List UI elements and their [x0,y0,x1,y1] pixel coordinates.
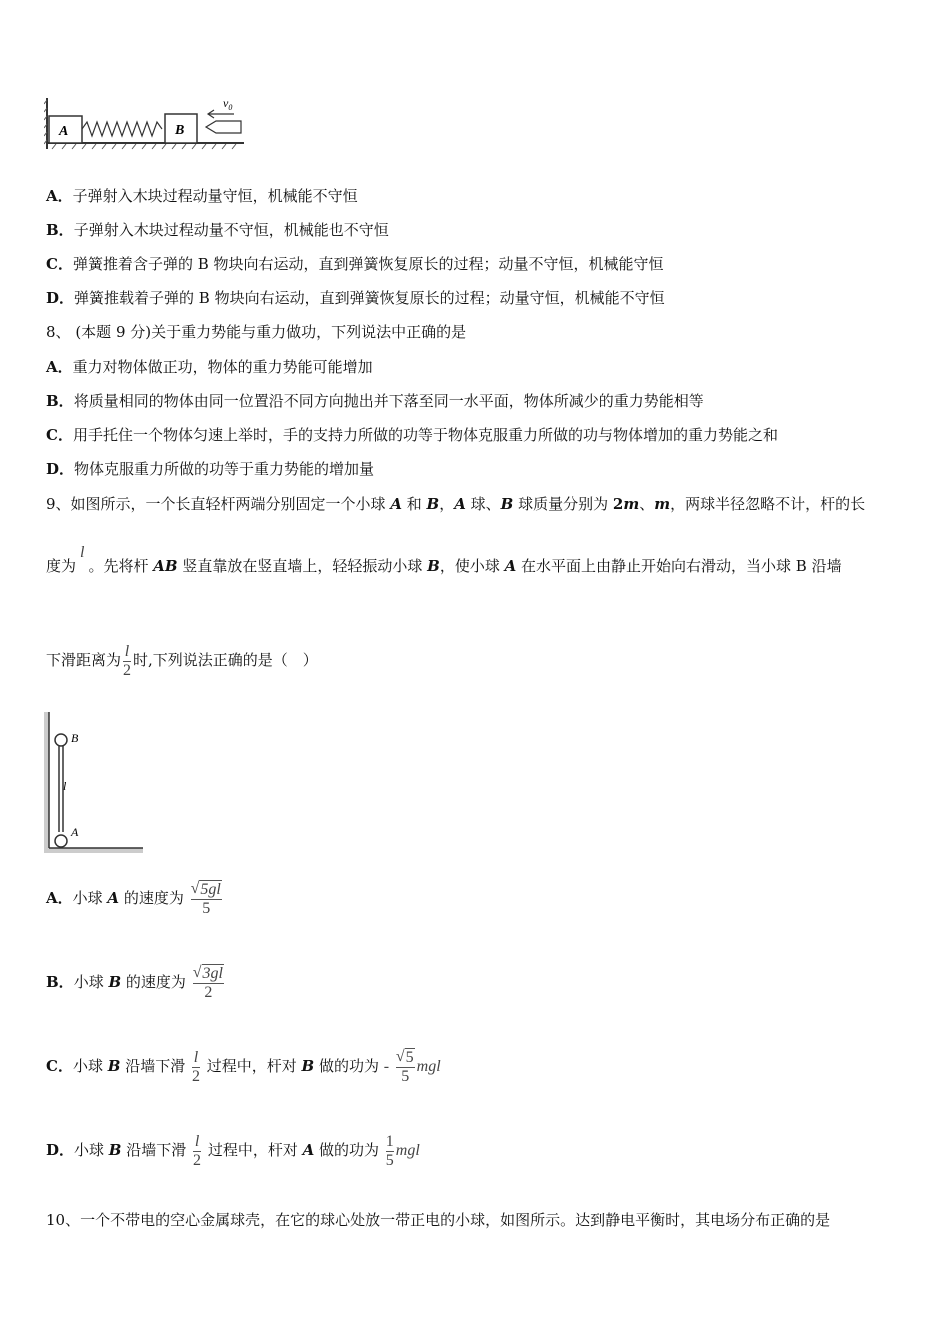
option-9d: D．小球 B 沿墙下滑 $\frac{l}{2}$ 过程中，杆对 A 做的功为 $\frac{1}{5}$ mgl [46,1132,420,1169]
ball-b-label: B [71,731,79,745]
option-7c: C．弹簧推着含子弹的 B 物块向右运动，直到弹簧恢复原长的过程；动量不守恒，机械能守恒 [46,255,664,273]
option-7b: B．子弹射入木块过程动量不守恒，机械能也不守恒 [46,221,389,239]
fraction-l-over-2-d: $\frac{l}{2}$ [193,1132,202,1169]
question-8: 8、 (本题 9 分)关于重力势能与重力做功，下列说法中正确的是 [46,323,467,341]
option-9a: A．小球 A 的速度为 √ 5gl 5 [46,880,221,917]
fraction-l-over-2: $\frac{l}{2}$ [123,642,132,679]
ball-a-label: A [71,825,79,839]
option-9b: B．小球 B 的速度为 √ 3gl 2 [46,964,223,1001]
velocity-label: $v_0$ [223,96,233,112]
block-b-label: B [175,123,185,138]
question-9-line3: 下滑距离为 $\frac{l}{2}$ 时,下列说法正确的是（ ） [46,642,318,679]
fraction-work-d: $\frac{1}{5}$ [385,1132,394,1169]
ball-a [55,835,67,847]
rod-label: l [63,779,67,793]
question-9-line1: 9、如图所示，一个长直轻杆两端分别固定一个小球 A 和 B，A 球、B 球质量分别为 2m、m，两球半径忽略不计，杆的长 [46,495,866,513]
question-9-line2: 度为l。先将杆 AB 竖直靠放在竖直墙上，轻轻振动小球 B，使小球 A 在水平面上由静止开始向右滑动，当小球 B 沿墙 [46,544,842,575]
fraction-speed-b: √ 3gl 2 [192,964,223,1001]
rod-wall-figure [44,710,146,856]
option-8b: B．将质量相同的物体由同一位置沿不同方向抛出并下落至同一水平面，物体所减少的重力势能相等 [46,392,704,410]
ball-b [55,734,67,746]
question-10: 10、一个不带电的空心金属球壳，在它的球心处放一带正电的小球，如图所示。达到静电平衡时，其电场分布正确的是 [46,1211,831,1229]
option-9c: C．小球 B 沿墙下滑 $\frac{l}{2}$ 过程中，杆对 B 做的功为 - √ 5 5 mgl [46,1048,441,1085]
fraction-work-c: √ 5 5 [395,1048,414,1085]
option-7d: D．弹簧推载着子弹的 B 物块向右运动，直到弹簧恢复原长的过程；动量守恒，机械能不守恒 [46,289,665,307]
block-a-label: A [59,124,69,139]
option-7a: A．子弹射入木块过程动量守恒，机械能不守恒 [46,187,358,205]
spring [82,122,162,136]
option-8a: A．重力对物体做正功，物体的重力势能可能增加 [46,358,373,376]
option-8d: D．物体克服重力所做的功等于重力势能的增加量 [46,460,375,478]
option-8c: C．用手托住一个物体匀速上举时，手的支持力所做的功等于物体克服重力所做的功与物体增加的重力势能之和 [46,426,778,444]
fraction-speed-a: √ 5gl 5 [190,880,221,917]
fraction-l-over-2-c: $\frac{l}{2}$ [191,1048,200,1085]
bullet [206,121,241,133]
spring-block-figure [44,94,249,156]
